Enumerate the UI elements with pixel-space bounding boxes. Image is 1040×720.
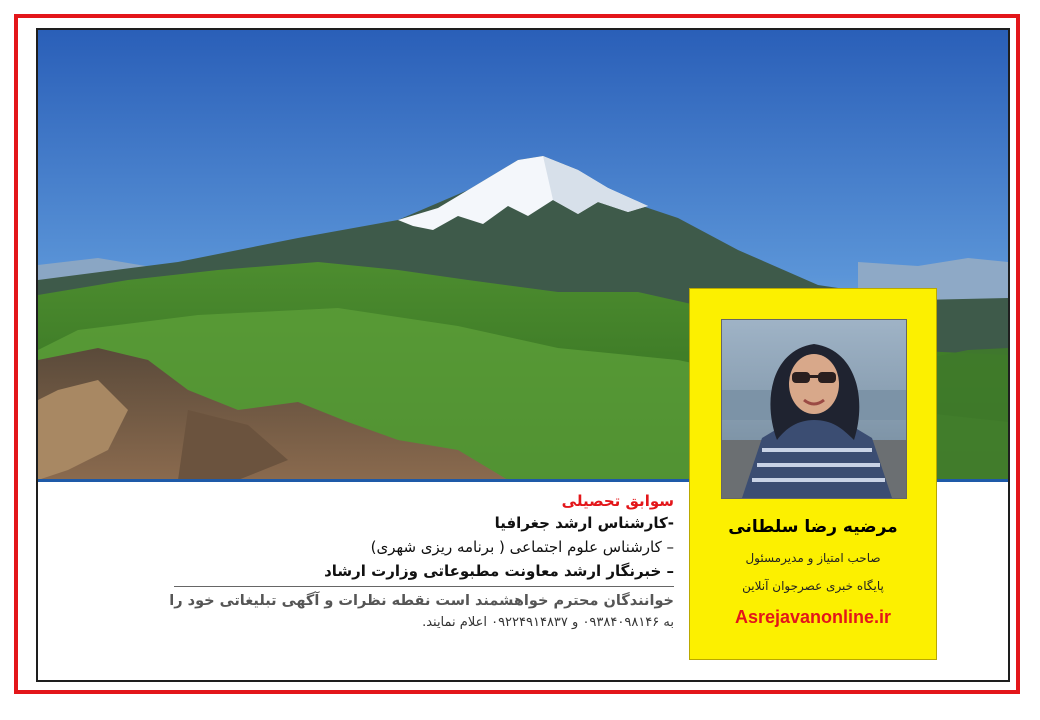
notice-line-2: به ۰۹۳۸۴۰۹۸۱۴۶ و ۰۹۲۲۴۹۱۴۸۳۷ اعلام نمایند.	[422, 615, 674, 630]
organization-name: پایگاه خبری عصرجوان آنلاین	[742, 579, 884, 593]
profile-card	[689, 288, 937, 660]
education-item: – کارشناس علوم اجتماعی ( برنامه ریزی شهری)	[370, 538, 674, 556]
education-section	[114, 492, 674, 630]
website-link[interactable]: Asrejavanonline.ir	[734, 607, 892, 627]
content-frame	[36, 28, 1010, 682]
person-name: مرضیه رضا سلطانی	[728, 517, 898, 537]
notice-line-1: خوانندگان محترم خواهشمند است نقطه نظرات و آگهی تبلیغاتی خود را	[169, 593, 674, 609]
person-role: صاحب امتیاز و مدیرمسئول	[745, 551, 881, 565]
separator	[174, 586, 674, 587]
education-heading: سوابق تحصیلی	[561, 492, 674, 510]
profile-photo	[721, 319, 907, 499]
education-item: – خبرنگار ارشد معاونت مطبوعاتی وزارت ارشاد	[324, 562, 674, 580]
education-item: -کارشناس ارشد جغرافیا	[494, 514, 674, 532]
